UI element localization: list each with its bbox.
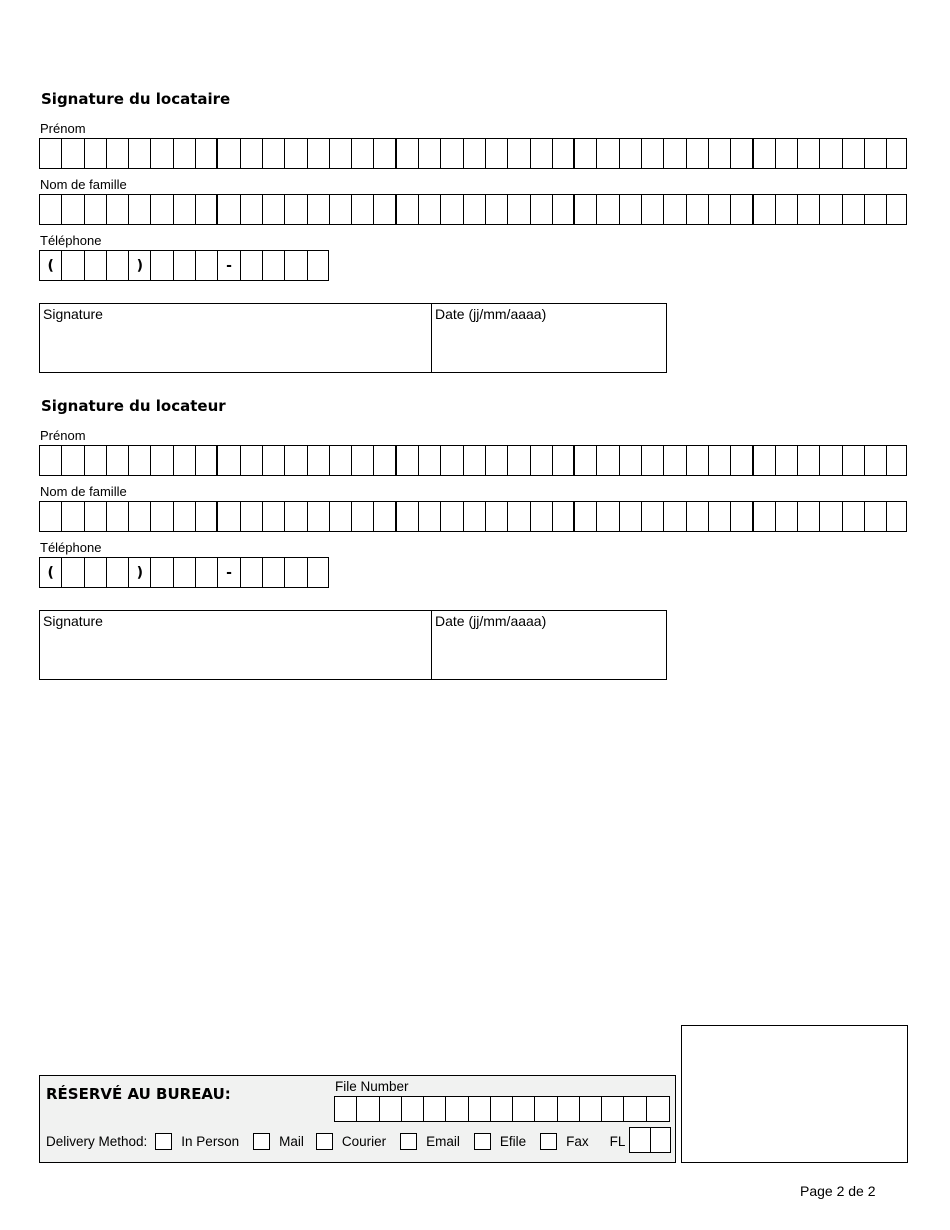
char-cell bbox=[620, 139, 642, 168]
char-cell bbox=[508, 139, 530, 168]
landlord-section-title: Signature du locateur bbox=[41, 397, 226, 415]
char-cell bbox=[731, 195, 753, 224]
in-person-checkbox[interactable] bbox=[155, 1133, 172, 1150]
char-cell bbox=[107, 195, 129, 224]
landlord-date-label: Date (jj/mm/aaaa) bbox=[435, 613, 547, 629]
file-number-label: File Number bbox=[335, 1079, 409, 1094]
char-cell bbox=[620, 446, 642, 475]
char-cell bbox=[642, 195, 664, 224]
char-cell bbox=[441, 502, 463, 531]
file-number-cell bbox=[513, 1097, 535, 1121]
char-cell bbox=[419, 446, 441, 475]
char-cell bbox=[486, 139, 508, 168]
char-cell bbox=[40, 502, 62, 531]
char-cell bbox=[776, 195, 798, 224]
char-cell bbox=[486, 195, 508, 224]
efile-label: Efile bbox=[499, 1133, 527, 1149]
char-cell bbox=[575, 139, 597, 168]
char-cell bbox=[40, 446, 62, 475]
landlord-phone-label: Téléphone bbox=[40, 540, 102, 555]
phone-open-paren: ( bbox=[40, 251, 62, 280]
file-number-cell bbox=[446, 1097, 468, 1121]
landlord-last-name-label: Nom de famille bbox=[40, 484, 127, 499]
char-cell bbox=[374, 139, 396, 168]
phone-dash: - bbox=[218, 251, 240, 280]
char-cell bbox=[352, 446, 374, 475]
file-number-cell bbox=[335, 1097, 357, 1121]
char-cell bbox=[620, 502, 642, 531]
char-cell bbox=[196, 446, 218, 475]
char-cell bbox=[597, 446, 619, 475]
file-number-field[interactable] bbox=[334, 1096, 670, 1122]
char-cell bbox=[308, 502, 330, 531]
char-cell bbox=[865, 502, 887, 531]
char-cell bbox=[352, 139, 374, 168]
char-cell bbox=[575, 195, 597, 224]
office-use-title: RÉSERVÉ AU BUREAU: bbox=[46, 1085, 231, 1103]
char-cell bbox=[241, 139, 263, 168]
delivery-method-label: Delivery Method: bbox=[46, 1133, 148, 1149]
char-cell bbox=[798, 139, 820, 168]
char-cell bbox=[642, 446, 664, 475]
char-cell bbox=[798, 195, 820, 224]
tenant-date-label: Date (jj/mm/aaaa) bbox=[435, 306, 547, 322]
tenant-date-field[interactable] bbox=[432, 304, 549, 372]
char-cell bbox=[151, 195, 173, 224]
landlord-signature-box bbox=[39, 610, 667, 680]
landlord-date-field[interactable] bbox=[432, 611, 549, 679]
char-cell bbox=[441, 446, 463, 475]
char-cell bbox=[887, 502, 909, 531]
fax-checkbox[interactable] bbox=[540, 1133, 557, 1150]
char-cell bbox=[508, 195, 530, 224]
char-cell bbox=[887, 139, 909, 168]
landlord-first-name-label: Prénom bbox=[40, 428, 86, 443]
char-cell bbox=[241, 195, 263, 224]
char-cell bbox=[464, 502, 486, 531]
phone-dash: - bbox=[218, 558, 240, 587]
char-cell bbox=[597, 195, 619, 224]
char-cell bbox=[597, 502, 619, 531]
file-number-cell bbox=[580, 1097, 602, 1121]
char-cell bbox=[597, 139, 619, 168]
char-cell bbox=[843, 139, 865, 168]
char-cell bbox=[107, 502, 129, 531]
char-cell bbox=[865, 446, 887, 475]
phone-close-paren: ) bbox=[129, 251, 151, 280]
char-cell bbox=[62, 446, 84, 475]
char-cell bbox=[129, 195, 151, 224]
email-checkbox[interactable] bbox=[400, 1133, 417, 1150]
char-cell bbox=[174, 502, 196, 531]
file-number-cell bbox=[624, 1097, 646, 1121]
char-cell bbox=[486, 502, 508, 531]
char-cell bbox=[129, 139, 151, 168]
char-cell bbox=[820, 195, 842, 224]
char-cell bbox=[196, 195, 218, 224]
char-cell bbox=[308, 446, 330, 475]
char-cell bbox=[419, 139, 441, 168]
char-cell bbox=[575, 502, 597, 531]
char-cell bbox=[285, 139, 307, 168]
char-cell bbox=[531, 502, 553, 531]
char-cell bbox=[709, 502, 731, 531]
file-number-cell bbox=[357, 1097, 379, 1121]
char-cell bbox=[218, 139, 240, 168]
char-cell bbox=[843, 446, 865, 475]
char-cell bbox=[263, 195, 285, 224]
char-cell bbox=[820, 502, 842, 531]
char-cell bbox=[330, 446, 352, 475]
mail-checkbox[interactable] bbox=[253, 1133, 270, 1150]
char-cell bbox=[85, 502, 107, 531]
char-cell bbox=[330, 139, 352, 168]
char-cell bbox=[419, 195, 441, 224]
char-cell bbox=[531, 139, 553, 168]
file-number-cell bbox=[535, 1097, 557, 1121]
char-cell bbox=[754, 446, 776, 475]
file-number-cell bbox=[380, 1097, 402, 1121]
char-cell bbox=[664, 446, 686, 475]
efile-checkbox[interactable] bbox=[474, 1133, 491, 1150]
char-cell bbox=[664, 502, 686, 531]
phone-open-paren: ( bbox=[40, 558, 62, 587]
fl-field[interactable] bbox=[629, 1127, 671, 1153]
char-cell bbox=[508, 446, 530, 475]
char-cell bbox=[642, 502, 664, 531]
char-cell bbox=[464, 139, 486, 168]
char-cell bbox=[553, 195, 575, 224]
char-cell bbox=[865, 139, 887, 168]
file-number-cell bbox=[424, 1097, 446, 1121]
landlord-last-name-field[interactable] bbox=[39, 501, 907, 532]
char-cell bbox=[285, 502, 307, 531]
char-cell bbox=[174, 446, 196, 475]
office-use-panel bbox=[39, 1075, 676, 1163]
tenant-first-name-label: Prénom bbox=[40, 121, 86, 136]
char-cell bbox=[553, 502, 575, 531]
char-cell bbox=[687, 195, 709, 224]
landlord-first-name-field[interactable] bbox=[39, 445, 907, 476]
char-cell bbox=[531, 446, 553, 475]
file-number-cell bbox=[469, 1097, 491, 1121]
char-cell bbox=[464, 446, 486, 475]
char-cell bbox=[62, 139, 84, 168]
char-cell bbox=[218, 195, 240, 224]
stamp-box bbox=[681, 1025, 908, 1163]
char-cell bbox=[174, 195, 196, 224]
char-cell bbox=[330, 502, 352, 531]
char-cell bbox=[285, 446, 307, 475]
char-cell bbox=[731, 502, 753, 531]
char-cell bbox=[330, 195, 352, 224]
landlord-signature-label: Signature bbox=[43, 613, 103, 629]
char-cell bbox=[85, 195, 107, 224]
tenant-section-title: Signature du locataire bbox=[41, 90, 231, 108]
courier-label: Courier bbox=[341, 1133, 387, 1149]
landlord-phone-field[interactable] bbox=[39, 557, 329, 588]
char-cell bbox=[865, 195, 887, 224]
char-cell bbox=[887, 195, 909, 224]
file-number-cell bbox=[602, 1097, 624, 1121]
char-cell bbox=[843, 502, 865, 531]
courier-checkbox[interactable] bbox=[316, 1133, 333, 1150]
page-number: Page 2 de 2 bbox=[800, 1183, 876, 1199]
char-cell bbox=[397, 502, 419, 531]
char-cell bbox=[887, 446, 909, 475]
char-cell bbox=[441, 139, 463, 168]
char-cell bbox=[553, 139, 575, 168]
tenant-last-name-field[interactable] bbox=[39, 194, 907, 225]
char-cell bbox=[508, 502, 530, 531]
char-cell bbox=[40, 195, 62, 224]
char-cell bbox=[151, 446, 173, 475]
char-cell bbox=[397, 446, 419, 475]
char-cell bbox=[218, 446, 240, 475]
email-label: Email bbox=[426, 1133, 460, 1149]
tenant-signature-label: Signature bbox=[43, 306, 103, 322]
file-number-cell bbox=[647, 1097, 669, 1121]
tenant-signature-box bbox=[39, 303, 667, 373]
char-cell bbox=[754, 502, 776, 531]
char-cell bbox=[397, 139, 419, 168]
char-cell bbox=[374, 195, 396, 224]
phone-close-paren: ) bbox=[129, 558, 151, 587]
char-cell bbox=[441, 195, 463, 224]
char-cell bbox=[754, 195, 776, 224]
char-cell bbox=[263, 446, 285, 475]
char-cell bbox=[241, 502, 263, 531]
tenant-phone-label: Téléphone bbox=[40, 233, 102, 248]
char-cell bbox=[374, 446, 396, 475]
char-cell bbox=[486, 446, 508, 475]
char-cell bbox=[419, 502, 441, 531]
fax-label: Fax bbox=[566, 1133, 589, 1149]
char-cell bbox=[397, 195, 419, 224]
char-cell bbox=[709, 139, 731, 168]
char-cell bbox=[531, 195, 553, 224]
char-cell bbox=[709, 195, 731, 224]
char-cell bbox=[820, 446, 842, 475]
char-cell bbox=[352, 502, 374, 531]
char-cell bbox=[129, 446, 151, 475]
char-cell bbox=[107, 139, 129, 168]
char-cell bbox=[687, 502, 709, 531]
char-cell bbox=[709, 446, 731, 475]
tenant-last-name-label: Nom de famille bbox=[40, 177, 127, 192]
char-cell bbox=[575, 446, 597, 475]
char-cell bbox=[285, 195, 307, 224]
file-number-cell bbox=[491, 1097, 513, 1121]
char-cell bbox=[352, 195, 374, 224]
tenant-signature-field[interactable] bbox=[40, 304, 432, 372]
delivery-method-row bbox=[46, 1131, 625, 1151]
in-person-label: In Person bbox=[181, 1133, 240, 1149]
char-cell bbox=[151, 139, 173, 168]
char-cell bbox=[374, 502, 396, 531]
char-cell bbox=[218, 502, 240, 531]
char-cell bbox=[776, 502, 798, 531]
landlord-signature-field[interactable] bbox=[40, 611, 432, 679]
char-cell bbox=[553, 446, 575, 475]
fl-label: FL bbox=[609, 1133, 626, 1149]
char-cell bbox=[308, 195, 330, 224]
char-cell bbox=[687, 139, 709, 168]
char-cell bbox=[798, 502, 820, 531]
char-cell bbox=[620, 195, 642, 224]
char-cell bbox=[731, 446, 753, 475]
char-cell bbox=[798, 446, 820, 475]
char-cell bbox=[687, 446, 709, 475]
mail-label: Mail bbox=[279, 1133, 304, 1149]
char-cell bbox=[151, 502, 173, 531]
file-number-cell bbox=[558, 1097, 580, 1121]
char-cell bbox=[129, 502, 151, 531]
char-cell bbox=[241, 446, 263, 475]
tenant-phone-field[interactable] bbox=[39, 250, 329, 281]
char-cell bbox=[263, 139, 285, 168]
char-cell bbox=[85, 139, 107, 168]
char-cell bbox=[62, 195, 84, 224]
char-cell bbox=[664, 195, 686, 224]
char-cell bbox=[642, 139, 664, 168]
char-cell bbox=[464, 195, 486, 224]
tenant-first-name-field[interactable] bbox=[39, 138, 907, 169]
char-cell bbox=[754, 139, 776, 168]
char-cell bbox=[107, 446, 129, 475]
char-cell bbox=[776, 446, 798, 475]
char-cell bbox=[731, 139, 753, 168]
char-cell bbox=[62, 502, 84, 531]
char-cell bbox=[174, 139, 196, 168]
char-cell bbox=[40, 139, 62, 168]
char-cell bbox=[196, 502, 218, 531]
char-cell bbox=[85, 446, 107, 475]
char-cell bbox=[820, 139, 842, 168]
char-cell bbox=[263, 502, 285, 531]
file-number-cell bbox=[402, 1097, 424, 1121]
char-cell bbox=[843, 195, 865, 224]
char-cell bbox=[308, 139, 330, 168]
char-cell bbox=[664, 139, 686, 168]
char-cell bbox=[196, 139, 218, 168]
char-cell bbox=[776, 139, 798, 168]
